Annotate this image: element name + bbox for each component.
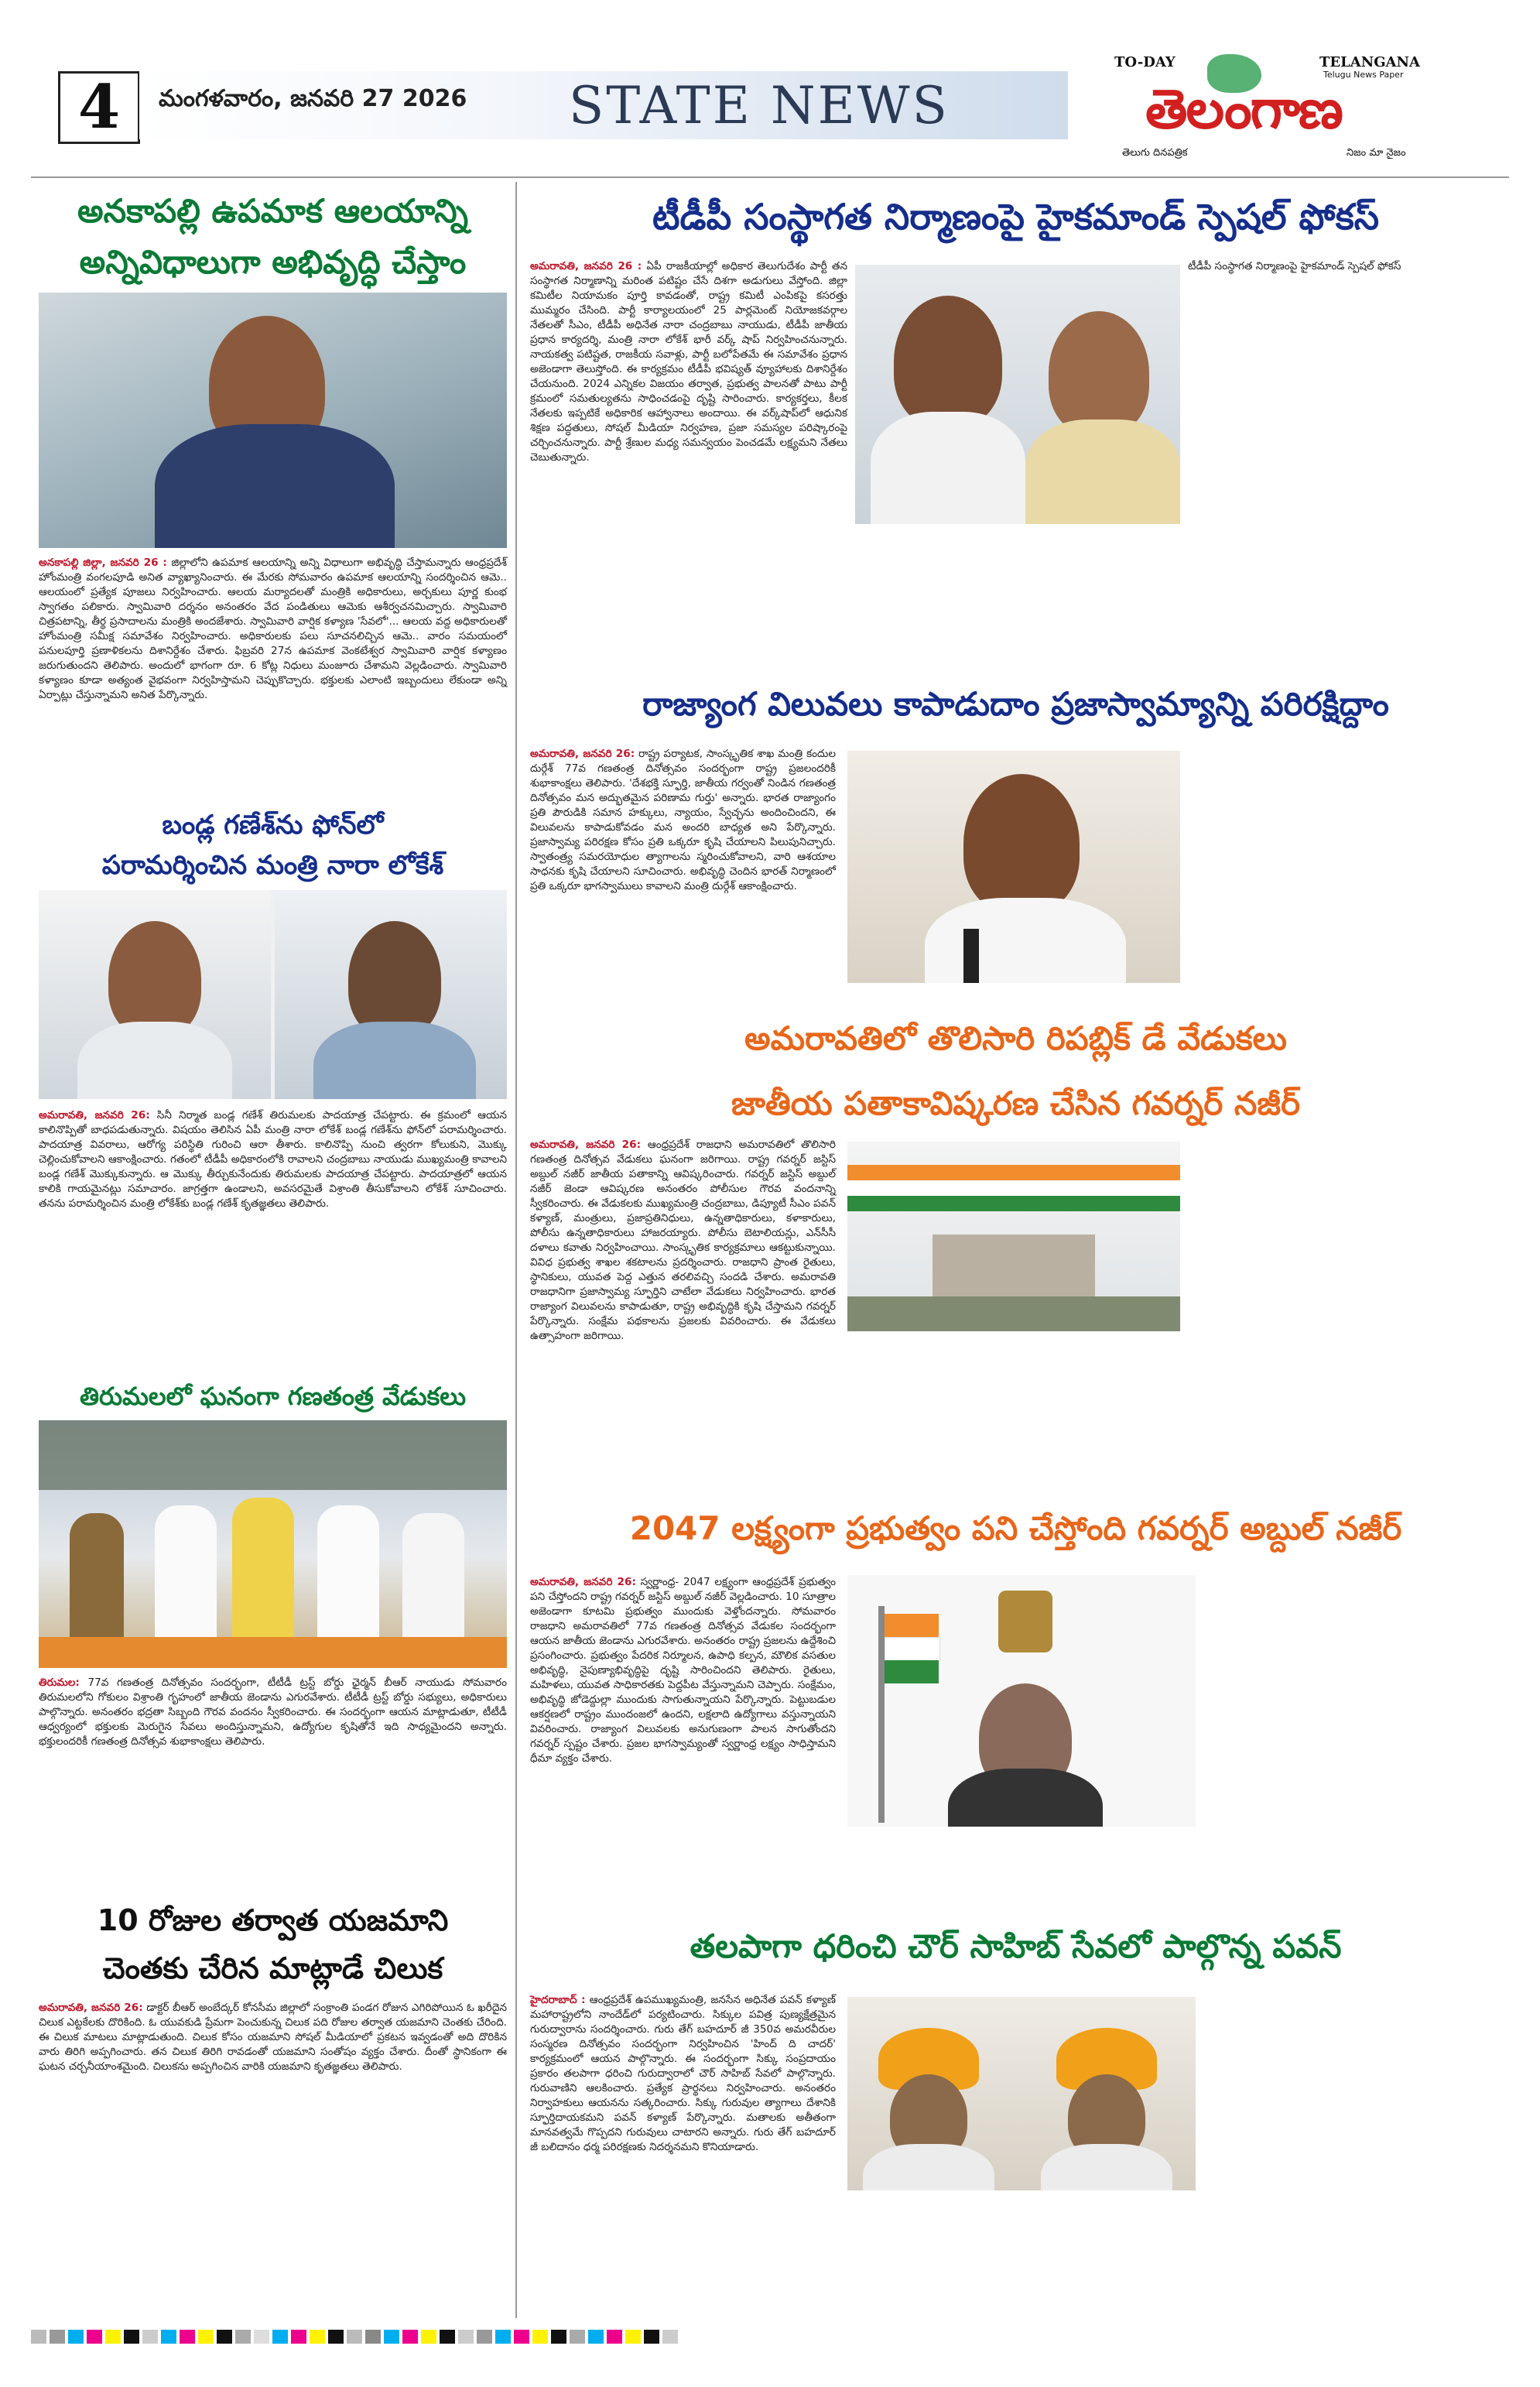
emblem-icon	[998, 1591, 1052, 1652]
article-body: అమరావతి, జనవరి 26: స్వర్ణాంధ్ర- 2047 లక్ష్యంగా ఆంధ్రప్రదేశ్ ప్రభుత్వం పని చేస్తోందని రాష్ట్ర గవర్నర్ జస్టిస్ అబ్దుల్ నజీర్ వెల్లడించారు. 10 సూత్రాల అజెండాగా కూటమి ప్రభుత్వం ముందుకు వెళ్తోందన్నారు. సోమవారం రాజధాని అమరావతిలో 77వ గణతంత్ర దినోత్సవ వేడుకల సందర్భంగా ఆయన జాతీయ జెండాను ఎగురవేశారు. అనంతరం రాష్ట్ర ప్రజలను ఉద్దేశించి ప్రసంగించారు. ప్రభుత్వం పేదరిక నిర్మూలన, ఉపాధి కల్పన, మౌలిక వసతుల అభివృద్ధి, నైపుణ్యాభివృద్ధిపై దృష్టి సారించిందని తెలిపారు. రైతులు, మహిళలు, యువత సాధికారతకు పెద్దపీట వేస్తున్నామని చెప్పారు. సంక్షేమం, అభివృద్ధి జోడెద్దుల్లా ముందుకు సాగుతున్నాయని పేర్కొన్నారు. పెట్టుబడుల ఆకర్షణలో రాష్ట్రం ముందంజలో ఉందని, లక్షలాది ఉద్యోగాలు వస్తున్నాయని వివరించారు. రాజ్యాంగ విలువలకు అనుగుణంగా పాలన సాగుతోందని గవర్నర్ స్పష్టం చేశారు. ప్రజల భాగస్వామ్యంతో స్వర్ణాంధ్ర లక్ష్యం సాధిస్తామని ధీమా వ్యక్తం చేశారు.	[530, 1576, 836, 1765]
newspaper-logo	[1114, 54, 1501, 166]
article-photo	[39, 1420, 507, 1668]
article-photo	[847, 1575, 1196, 1827]
article-body-col1: అమరావతి, జనవరి 26 : ఏపీ రాజకీయాల్లో అధికార తెలుగుదేశం పార్టీ తన సంస్థాగత నిర్మాణాన్ని మరింత పటిష్టం చేసే దిశగా అడుగులు వేస్తోంది. జిల్లా కమిటీల నియామకం పూర్తి కావడంతో, రాష్ట్ర కమిటీ ఎంపికపై కసరత్తు ముమ్మరం చేసింది. పార్టీ కార్యాలయంలో 25 పార్లమెంట్ నియోజకవర్గాల నేతలతో సీఎం, టీడీపీ అధినేత నారా చంద్రబాబు నాయుడు, టీడీపీ జాతీయ ప్రధాన కార్యదర్శి, మంత్రి నారా లోకేశ్ భారీ వర్క్ షాప్ నిర్వహించనున్నారు. నాయకత్వ పటిష్టత, రాజకీయ సవాళ్లు, పార్టీ బలోపేతమే ఈ సమావేశం ప్రధాన అజెండాగా తెలుస్తోంది. ఈ కార్యక్రమం టీడీపీ భవిష్యత్ వ్యూహాలకు దిశానిర్దేశం చేయనుంది. 2024 ఎన్నికల విజయం తర్వాత, ప్రభుత్వ పాలనతో పాటు పార్టీ క్రమంలో సమతుల్యతను సాధించడంపై దృష్టి సారించారు. కార్యకర్తలు, కీలక నేతలకు ఇప్పటికే అధికారిక ఆహ్వానాలు అందాయి. ఈ వర్క్‌షాప్‌లో ఆధునిక శిక్షణ పద్ధతులు, సోషల్ మీడియా నిర్వహణ, ప్రజా సమస్యల పరిష్కారంపై చర్చించనున్నారు. పార్టీ శ్రేణుల మధ్య సమన్వయం పెంచడమే లక్ష్యమని నేతలు చెబుతున్నారు.	[530, 260, 847, 464]
article-body: అమరావతి, జనవరి 26: ఆంధ్రప్రదేశ్ రాజధాని అమరావతిలో తొలిసారి గణతంత్ర దినోత్సవ వేడుకలు ఘనంగా జరిగాయి. రాష్ట్ర గవర్నర్ జస్టిస్ అబ్దుల్ నజీర్ జాతీయ పతాకాన్ని ఆవిష్కరించారు. గవర్నర్ జస్టిస్ అబ్దుల్ నజీర్ జెండా ఆవిష్కరణ అనంతరం పోలీసుల గౌరవ వందనాన్ని స్వీకరించారు. ఈ వేడుకలకు ముఖ్యమంత్రి చంద్రబాబు, డిప్యూటీ సీఎం పవన్ కళ్యాణ్, మంత్రులు, ప్రజాప్రతినిధులు, ఉన్నతాధికారులు, కళాకారులు, పోలీసు ఉన్నతాధికారులు హాజరయ్యారు. పోలీసు బెటాలియన్లు, ఎన్‌సీసీ దళాలు కవాతు నిర్వహించాయి. సాంస్కృతిక కార్యక్రమాలు ఆకట్టుకున్నాయి. వివిధ ప్రభుత్వ శాఖల శకటాలను ప్రదర్శించారు. రాజధాని ప్రాంత రైతులు, స్థానికులు, యువత పెద్ద ఎత్తున తరలివచ్చి సందడి చేశారు. అమరావతి రాజధానిగా ప్రజాస్వామ్య స్ఫూర్తిని చాటేలా వేడుకలు నిర్వహించారు. భారత రాజ్యాంగ విలువలను కాపాడుతూ, రాష్ట్ర అభివృద్ధికి కృషి చేస్తామని గవర్నర్ పేర్కొన్నారు. సంక్షేమ పథకాలను ప్రజలకు వివరించారు. ఈ వేడుకలు ఉత్సాహంగా జరిగాయి.	[530, 1139, 836, 1342]
article-body: అమరావతి, జనవరి 26: సినీ నిర్మాత బండ్ల గణేశ్ తిరుమలకు పాదయాత్ర చేపట్టారు. ఈ క్రమంలో ఆయన కాలినొప్పితో బాధపడుతున్నారు. విషయం తెలిసిన ఏపీ మంత్రి నారా లోకేశ్ బండ్ల గణేశ్‌ను ఫోన్‌లో పరామర్శించారు. పాదయాత్ర వివరాలు, ఆరోగ్య పరిస్థితి గురించి ఆరా తీశారు. కాలినొప్పి నుంచి త్వరగా కోలుకుని, మొక్కు చెల్లించుకోవాలని ఆకాంక్షించారు. గతంలో టీడీపీ అధికారంలోకి రావాలని చంద్రబాబు నాయుడు ముఖ్యమంత్రి కావాలని బండ్ల గణేశ్ మొక్కుకున్నారు. ఆ మొక్కు తీర్చుకునేందుకు తిరుమలకు పాదయాత్ర చేపట్టారు. పాదయాత్రలో ఆయన కాలికి గాయమైనట్లు సమాచారం. జాగ్రత్తగా ఉండాలని, అవసరమైతే విశ్రాంతి తీసుకోవాలని లోకేశ్ సూచించారు. తనను పరామర్శించిన మంత్రి లోకేశ్‌కు బండ్ల గణేశ్ కృతజ్ఞతలు తెలిపారు.	[39, 1109, 507, 1210]
logo-title: తెలంగాణ	[1145, 77, 1342, 141]
print-color-bar	[31, 2330, 1509, 2345]
article-headline: 10 రోజుల తర్వాత యజమాని చెంతకు చేరిన మాట్లాడే చిలుక	[97, 1903, 449, 1985]
article-headline: తిరుమలలో ఘనంగా గణతంత్ర వేడుకలు	[79, 1382, 467, 1411]
article-body: అనకాపల్లి జిల్లా, జనవరి 26 : జిల్లాలోని ఉపమాక ఆలయాన్ని అన్ని విధాలుగా అభివృద్ధి చేస్తామన్నారు ఆంధ్రప్రదేశ్ హోంమంత్రి వంగలపూడి అనిత వ్యాఖ్యానించారు. ఈ మేరకు సోమవారం ఉపమాక ఆలయాన్ని సందర్శించిన ఆమె.. ఆలయంలో ప్రత్యేక పూజలు నిర్వహించారు. ఆలయ మర్యాదలతో మంత్రికి అధికారులు, అర్చకులు పూర్ణ కుంభ స్వాగతం పలికారు. స్వామివారి దర్శనం అనంతరం వేద పండితులు ఆమెకు ఆశీర్వచనమిచ్చారు. స్వామివారి చిత్రపటాన్ని, తీర్థ ప్రసాదాలను మంత్రికి అందజేశారు. స్వామివారి వార్షిక కళ్యాణ 'సేవలో'... ఆలయ వద్ద అధికారులతో హోంమంత్రి సమీక్ష సమావేశం నిర్వహించారు. అధికారులకు పలు సూచనలిచ్చిన ఆమె.. వారం సమయంలో పనులపూర్తి ప్రణాళికలను దిశానిర్దేశం చేశారు. ఫిబ్రవరి 27న ఉపమాక వెంకటేశ్వర స్వామివారి వార్షిక కళ్యాణం జరుగుతుందని తెలిపారు. అందులో భాగంగా రూ. 6 కోట్ల నిధులు మంజూరు చేశామని వెల్లడించారు. స్వామివారి కళ్యాణం కూడా అత్యంత వైభవంగా నిర్వహిస్తామని చెప్పుకొచ్చారు. భక్తులకు ఎలాంటి ఇబ్బందులు లేకుండా అన్ని ఏర్పాట్లు చేస్తున్నామని అనిత పేర్కొన్నారు.	[39, 557, 507, 701]
article-body: అమరావతి, జనవరి 26: రాష్ట్ర పర్యాటక, సాంస్కృతిక శాఖ మంత్రి కందుల దుర్గేశ్ 77వ గణతంత్ర దినోత్సవం సందర్భంగా రాష్ట్ర ప్రజలందరికీ శుభాకాంక్షలు తెలిపారు. 'దేశభక్తి స్ఫూర్తి, జాతీయ గర్వంతో నిండిన గణతంత్ర దినోత్సవం మన అద్భుతమైన పరిణామ గుర్తు' అన్నారు. భారత రాజ్యాంగం ప్రతి పౌరుడికి సమాన హక్కులు, న్యాయం, స్వేచ్ఛను అందించిందని, ఈ విలువలను కాపాడుకోవడం మన అందరి బాధ్యత అని పేర్కొన్నారు. ప్రజాస్వామ్య పరిరక్షణ కోసం ప్రతి ఒక్కరూ కృషి చేయాలని పిలుపునిచ్చారు. స్వాతంత్ర్య సమరయోధుల త్యాగాలను స్మరించుకోవాలని, వారి ఆశయాల సాధనకు కృషి చేయాలని సూచించారు. అభివృద్ధి చెందిన భారత్ నిర్మాణంలో ప్రతి ఒక్కరూ భాగస్వాములు కావాలని మంత్రి దుర్గేశ్ ఆకాంక్షించారు.	[530, 748, 836, 892]
article-body: హైదరాబాద్ : ఆంధ్రప్రదేశ్ ఉపముఖ్యమంత్రి, జనసేన అధినేత పవన్ కళ్యాణ్ మహారాష్ట్రలోని నాందేడ్‌లో పర్యటించారు. సిక్కుల పవిత్ర పుణ్యక్షేత్రమైన గురుద్వారాను సందర్శించారు. గురు తేగ్ బహదూర్ జీ 350వ అమరవీరుల సంస్మరణ దినోత్సవం సందర్భంగా నిర్వహించిన 'హింద్ ది చాదర్' కార్యక్రమంలో ఆయన పాల్గొన్నారు. ఈ సందర్భంగా సిక్కు సంప్రదాయం ప్రకారం తలపాగా ధరించి గురుద్వారాలో చౌర్ సాహిబ్ సేవలో పాల్గొన్నారు. గురువాణిని ఆలకించారు. ప్రత్యేక ప్రార్థనలు నిర్వహించారు. అనంతరం నిర్వాహకులు ఆయనను సత్కరించారు. సిక్కు గురువుల త్యాగాలు దేశానికి స్ఫూర్తిదాయకమని పవన్ కళ్యాణ్ పేర్కొన్నారు. మతాలకు అతీతంగా మానవత్వమే గొప్పదని గురువులు చాటారని అన్నారు. గురు తేగ్ బహదూర్ జీ బలిదానం ధర్మ పరిరక్షణకు నిదర్శనమని కొనియాడారు.	[530, 1994, 836, 2153]
article-photo	[847, 1142, 1180, 1331]
page-number: 4	[58, 71, 140, 144]
article-headline: తలపాగా ధరించి చౌర్ సాహిబ్ సేవలో పాల్గొన్న పవన్	[690, 1927, 1342, 1965]
article-photo	[847, 751, 1180, 983]
article-headline: రాజ్యాంగ విలువలు కాపాడుదాం ప్రజాస్వామ్యాన్ని పరిరక్షిద్దాం	[642, 685, 1389, 723]
article-photo	[855, 265, 1180, 524]
article-body: అమరావతి, జనవరి 26: డాక్టర్ బీఆర్ అంబేద్కర్ కోనసీమ జిల్లాలో సంక్రాంతి పండగ రోజున ఎగిరిపోయిన ఓ ఖరీదైన చిలుక ఎట్టకేలకు దొరికింది. ఓ యువకుడి ప్రేమగా పెంచుకున్న చిలుక పది రోజుల తర్వాత యజమాని చెంతకు చేరింది. ఈ చిలుక మాటలు మాట్లాడుతుంది. చిలుక కోసం యజమాని సోషల్ మీడియాలో ప్రకటన ఇవ్వడంతో అది దొరికిన వారు తిరిగి అప్పగించారు. తన చిలుక తిరిగి రావడంతో యజమాని సంతోషం వ్యక్తం చేశారు. దీంతో స్థానికంగా ఈ ఘటన చర్చనీయాంశమైంది. చిలుకను అప్పగించిన వారికి యజమాని కృతజ్ఞతలు తెలిపారు.	[39, 2002, 507, 2073]
column-divider	[515, 182, 517, 2318]
article-body: తిరుమల: 77వ గణతంత్ర దినోత్సవం సందర్భంగా, టీటీడీ ట్రస్ట్ బోర్డు ఛైర్మన్ బీఆర్ నాయుడు సోమవారం తిరుమలలోని గోకులం విశ్రాంతి గృహంలో జాతీయ జెండాను ఎగురవేశారు. టీటీడీ ట్రస్ట్ బోర్డు సభ్యులు, అధికారులు పాల్గొన్నారు. అనంతరం భద్రతా సిబ్బంది గౌరవ వందనం స్వీకరించారు. ఈ సందర్భంగా ఆయన మాట్లాడుతూ, టీటీడీ ఆధ్వర్యంలో భక్తులకు మెరుగైన సేవలు అందిస్తున్నామని, ఉద్యోగుల కృషితోనే ఇది సాధ్యమైందని అన్నారు. భక్తులందరికీ గణతంత్ర దినోత్సవ శుభాకాంక్షలు తెలిపారు.	[39, 1676, 507, 1748]
issue-date: మంగళవారం, జనవరి 27 2026	[159, 85, 467, 112]
article-body-col3: టీడీపీ సంస్థాగత నిర్మాణంపై హైకమాండ్ స్పెషల్ ఫోకస్	[1188, 260, 1401, 272]
article-headline: టీడీపీ సంస్థాగత నిర్మాణంపై హైకమాండ్ స్పెషల్ ఫోకస్	[652, 196, 1380, 238]
logo-today: TO-DAY	[1114, 54, 1176, 70]
top-rule	[31, 176, 1509, 178]
article-photo	[39, 890, 507, 1099]
section-title: STATE NEWS	[569, 76, 950, 135]
article-photo	[847, 1997, 1196, 2190]
article-headline: 2047 లక్ష్యంగా ప్రభుత్వం పని చేస్తోంది గవర్నర్ అబ్దుల్ నజీర్	[629, 1509, 1402, 1547]
article-headline: అనకాపల్లి ఉపమాక ఆలయాన్ని అన్నివిధాలుగా అభివృద్ధి చేస్తాం	[77, 192, 468, 281]
article-headline: అమరావతిలో తొలిసారి రిపబ్లిక్ డే వేడుకలు జాతీయ పతాకావిష్కరణ చేసిన గవర్నర్ నజీర్	[731, 1019, 1301, 1122]
logo-telangana: TELANGANA	[1319, 54, 1420, 70]
logo-subline-left: తెలుగు దినపత్రిక	[1122, 147, 1188, 159]
logo-subline-right: నిజం మా నైజం	[1347, 147, 1406, 159]
article-headline: బండ్ల గణేశ్‌ను ఫోన్‌లో పరామర్శించిన మంత్రి నారా లోకేశ్	[101, 810, 444, 881]
logo-tagline: Telugu News Paper	[1323, 70, 1404, 80]
article-photo	[39, 293, 507, 548]
